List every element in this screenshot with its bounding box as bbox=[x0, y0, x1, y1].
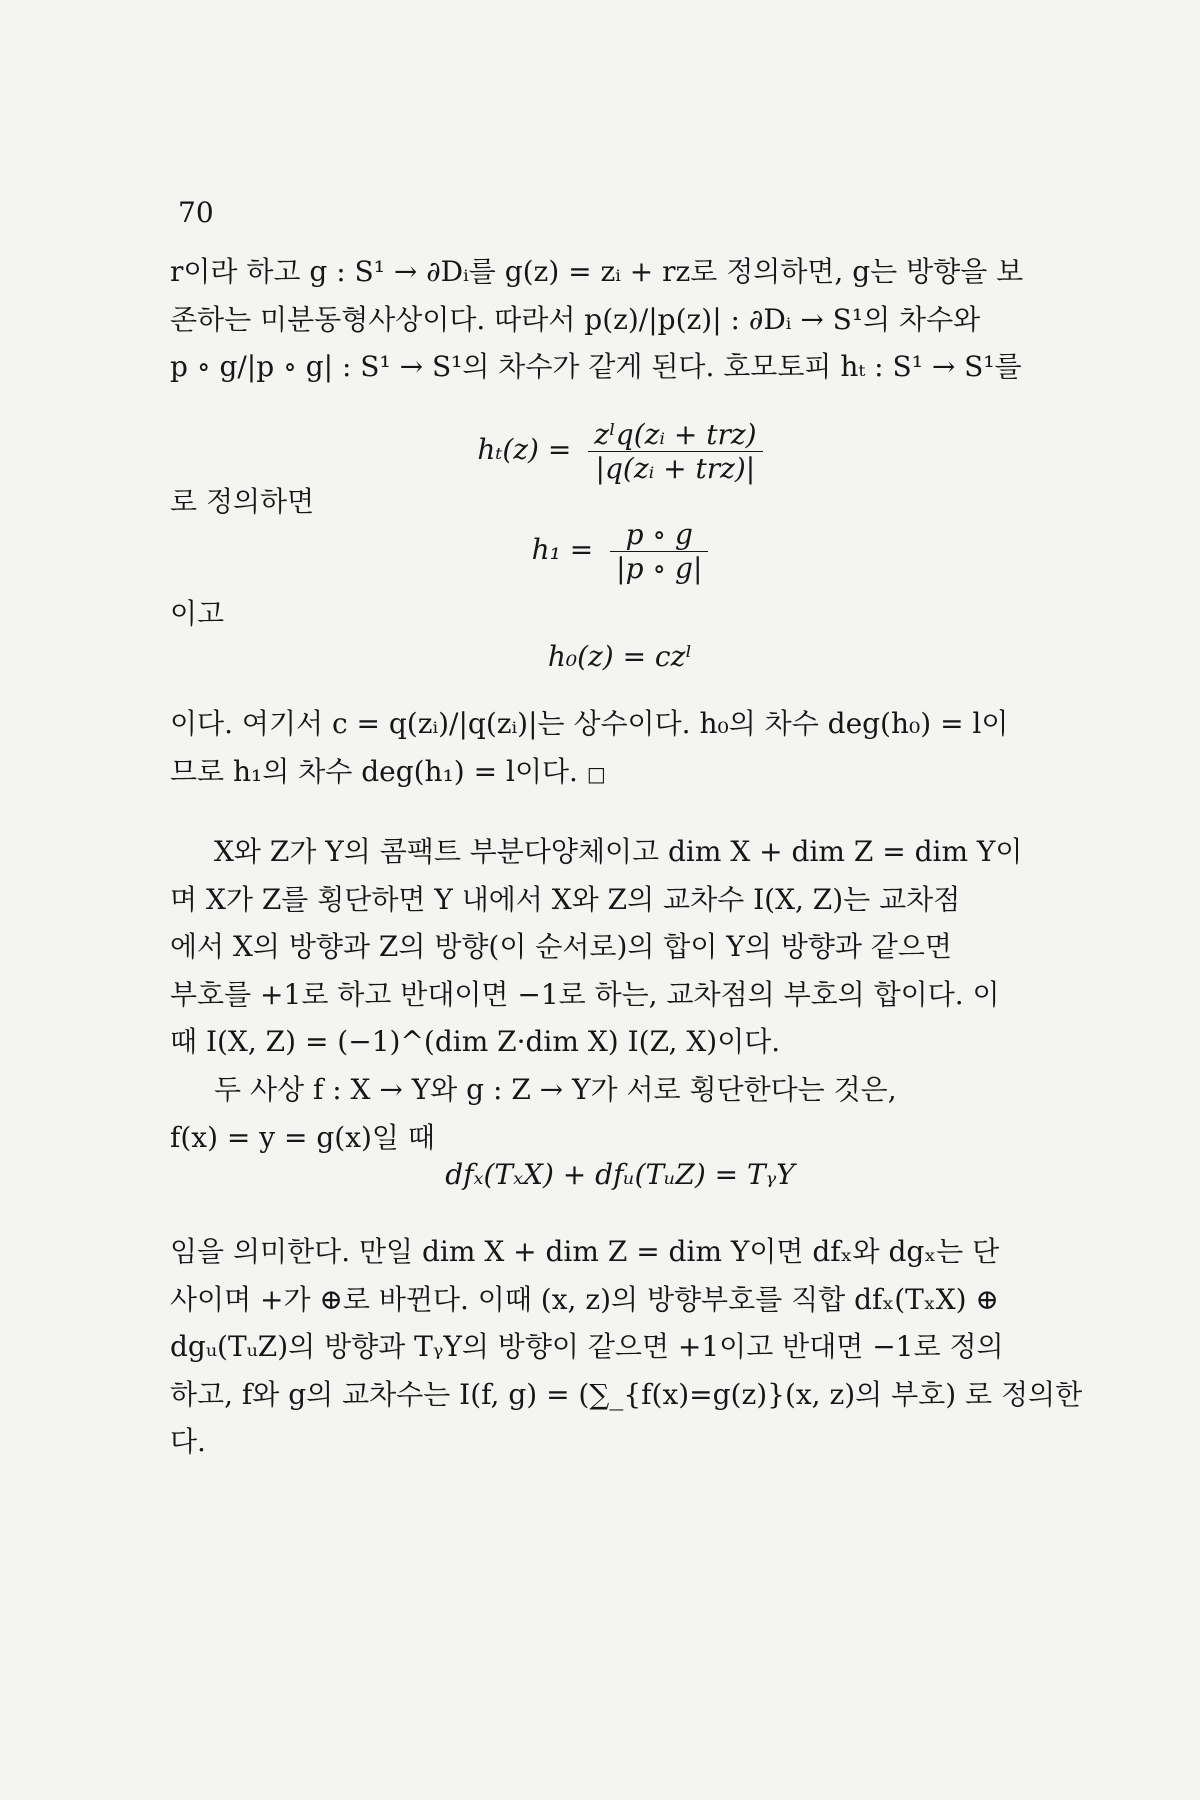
equation-text: h₀(z) = czˡ bbox=[547, 640, 693, 673]
equation-text: dfₓ(TₓX) + dfᵤ(TᵤZ) = TᵧY bbox=[445, 1158, 795, 1191]
text-line: 두 사상 f : X → Y와 g : Z → Y가 서로 횡단한다는 것은, bbox=[214, 1073, 897, 1106]
intersection-number-paragraph bbox=[170, 828, 1070, 1066]
page-number: 70 bbox=[178, 196, 214, 229]
text-and bbox=[170, 590, 1070, 638]
qed-square-icon: □ bbox=[586, 761, 606, 786]
fraction-numerator: p ∘ g bbox=[610, 518, 708, 552]
text-line: 때 I(X, Z) = (−1)^(dim Z·dim X) I(Z, X)이다. bbox=[170, 1025, 781, 1059]
proof-end-paragraph bbox=[170, 700, 1070, 795]
text-line: 에서 X의 방향과 Z의 방향(이 순서로)의 합이 Y의 방향과 같으면 bbox=[170, 930, 952, 964]
fraction-denominator: |q(zᵢ + trz)| bbox=[595, 452, 756, 485]
equation-ht bbox=[170, 418, 1070, 485]
fraction bbox=[588, 418, 762, 485]
text-line: 사이며 +가 ⊕로 바뀐다. 이때 (x, z)의 방향부호를 직합 dfₓ(TₓX) ⊕ bbox=[170, 1282, 999, 1316]
fraction-numerator: zˡq(zᵢ + trz) bbox=[588, 418, 762, 452]
text-line: 부호를 +1로 하고 반대이면 −1로 하는, 교차점의 부호의 합이다. 이 bbox=[170, 977, 1000, 1011]
text-line bbox=[170, 748, 1070, 796]
text-line: X와 Z가 Y의 콤팩트 부분다양체이고 dim X + dim Z = dim Y이 bbox=[214, 835, 1023, 868]
text-line: r이라 하고 g : S¹ → ∂Dᵢ를 g(z) = zᵢ + rz로 정의하면, g는 방향을 보 bbox=[170, 255, 1024, 288]
intro-paragraph bbox=[170, 248, 1070, 391]
text-line: 로 정의하면 bbox=[170, 485, 315, 518]
degree-definition-paragraph bbox=[170, 1228, 1083, 1466]
text-line: p ∘ g/|p ∘ g| : S¹ → S¹의 차수가 같게 된다. 호모토피 hₜ : S¹ → S¹를 bbox=[170, 350, 1022, 384]
equation-h1 bbox=[170, 518, 1070, 585]
text-line: 존하는 미분동형사상이다. 따라서 p(z)/|p(z)| : ∂Dᵢ → S¹의 차수와 bbox=[170, 302, 981, 336]
equation-h0 bbox=[170, 640, 1070, 673]
equation-lhs: h₁ = bbox=[531, 533, 594, 566]
text-line: 하고, f와 g의 교차수는 I(f, g) = (∑_{f(x)=g(z)}(x, z)의 부호) 로 정의한 bbox=[170, 1377, 1083, 1411]
text-line: dgᵤ(TᵤZ)의 방향과 TᵧY의 방향이 같으면 +1이고 반대면 −1로 정의 bbox=[170, 1330, 1004, 1364]
fraction-denominator: |p ∘ g| bbox=[616, 552, 703, 585]
transversal-paragraph bbox=[170, 1066, 1070, 1161]
fraction bbox=[610, 518, 708, 585]
text-line: 임을 의미한다. 만일 dim X + dim Z = dim Y이면 dfₓ와 dgₓ는 단 bbox=[170, 1235, 1000, 1268]
text-line: 며 X가 Z를 횡단하면 Y 내에서 X와 Z의 교차수 I(X, Z)는 교차점 bbox=[170, 882, 961, 916]
text-line: 이고 bbox=[170, 597, 225, 630]
equation-lhs: hₜ(z) = bbox=[477, 433, 572, 466]
text-line: 다. bbox=[170, 1425, 206, 1459]
text-line: f(x) = y = g(x)일 때 bbox=[170, 1120, 435, 1154]
text-line-body: 므로 h₁의 차수 deg(h₁) = l이다. bbox=[170, 754, 578, 788]
text-line: 이다. 여기서 c = q(zᵢ)/|q(zᵢ)|는 상수이다. h₀의 차수 deg(h₀) = l이 bbox=[170, 707, 1009, 740]
equation-transversal bbox=[170, 1158, 1070, 1191]
